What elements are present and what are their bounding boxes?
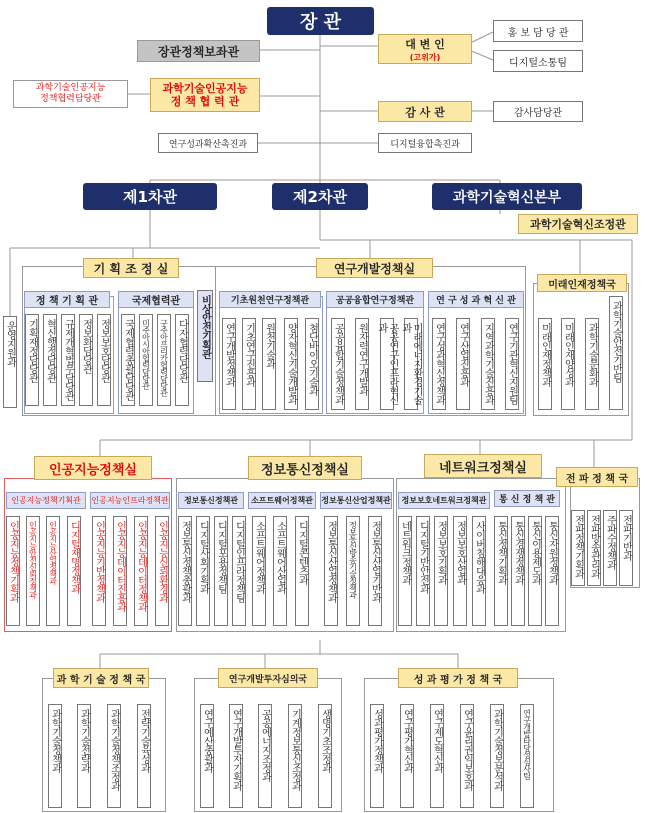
digital-convergence-box[interactable]: 디지털융합촉진과 — [378, 133, 472, 153]
public-tech-unit[interactable]: 공공융합기술정책과 — [331, 318, 345, 410]
radio-planning-unit[interactable]: 전파정책기획과 — [571, 510, 585, 586]
network-security-box[interactable]: 정보보호네트워크정책관 — [398, 492, 490, 509]
regulatory-reform-unit[interactable]: 규제개혁법무담당관 — [61, 314, 75, 406]
sci-policy-box[interactable]: 과 학 기 술 정 책 국 — [53, 668, 149, 688]
pr-officer-box[interactable]: 홍 보 담 당 관 — [493, 20, 583, 42]
future-talent-box[interactable]: 미래인재정책국 — [537, 274, 627, 292]
intl-general-unit[interactable]: 국제협력총괄담당관 — [121, 314, 135, 406]
rnd-policy-unit[interactable]: 연구개발정책과 — [222, 318, 236, 410]
ai-data-policy-unit[interactable]: 인공지능데이터정책과 — [134, 516, 148, 626]
frequency-unit[interactable]: 주파수정책과 — [603, 510, 617, 586]
info-protection-unit[interactable]: 정보보호담당관 — [97, 314, 111, 406]
sci-strategy-unit[interactable]: 과학기술전략과 — [77, 704, 91, 808]
planning-office-box[interactable]: 기 획 조 정 실 — [83, 258, 179, 278]
security-planning-unit[interactable]: 정보보호기획과 — [434, 516, 448, 626]
rnd-office-box[interactable]: 연구개발정책실 — [316, 258, 433, 278]
multilateral-unit[interactable]: 다자협력담당관 — [175, 314, 189, 406]
ai-office-box[interactable]: 인공지능정책실 — [34, 456, 152, 480]
digital-inclusion-unit[interactable]: 디지털포용정책팀 — [214, 516, 228, 626]
innovation-hq-box[interactable]: 과학기술혁신본부 — [432, 183, 582, 210]
ai-trust-unit[interactable]: 인공지능신뢰환경과 — [155, 516, 169, 626]
spokesperson-subtitle: (고위가) — [409, 52, 441, 62]
ai-safety-unit[interactable]: 인공지능안전신뢰정책과 — [26, 516, 40, 626]
research-industry-unit[interactable]: 연구산업진흥과 — [456, 318, 470, 410]
ops-support-unit[interactable]: 운영지원과 — [3, 316, 17, 408]
eval-policy-unit[interactable]: 성과평가정책과 — [370, 704, 384, 808]
comm-resource-unit[interactable]: 통신자원정책과 — [545, 516, 559, 626]
ict-base-unit[interactable]: 정보통신산업기반과 — [368, 516, 382, 626]
sw-industry-unit[interactable]: 소프트웨어산업과 — [273, 516, 287, 626]
audit-officer-box[interactable]: 감사담당관 — [493, 101, 583, 122]
audit-box[interactable]: 감 사 관 — [378, 101, 472, 122]
research-outcome-unit[interactable]: 연구성과혁신정책과 — [432, 318, 446, 410]
regional-science-unit[interactable]: 지역과학기술진흥과 — [481, 318, 495, 410]
public-convergence-box[interactable]: 공공융합연구정책관 — [326, 291, 424, 308]
first-vice-minister-box[interactable]: 제1차관 — [83, 183, 217, 210]
comm-usage-unit[interactable]: 통신이용제도과 — [528, 516, 542, 626]
rnd-invest-box[interactable]: 연구개발투자심의국 — [218, 668, 318, 688]
ai-data-unit[interactable]: 인공지능데이터진흥과 — [113, 516, 127, 626]
talent-policy-unit[interactable]: 미래인재정책과 — [538, 318, 552, 410]
cyber-response-unit[interactable]: 사이버침해대응과 — [472, 516, 486, 626]
research-promotion-box[interactable]: 연구성과확산촉진과 — [158, 133, 258, 153]
radio-policy-box[interactable]: 전 파 정 책 국 — [556, 467, 638, 487]
digital-infra-unit[interactable]: 디지털인프라정책팀 — [232, 516, 246, 626]
minister-box[interactable]: 장 관 — [267, 7, 374, 35]
public-infra-unit[interactable]: 공공연구인프라혁신과 — [380, 318, 394, 410]
ict-general-unit[interactable]: 정보통신정책총괄과 — [178, 516, 192, 626]
comm-policy-box[interactable]: 통 신 정 책 관 — [494, 490, 560, 507]
feasibility-team-unit[interactable]: 연구개발타당성심사팀 — [520, 704, 534, 808]
sci-safety-unit[interactable]: 과학기술안전기반팀 — [609, 296, 623, 410]
nuclear-unit[interactable]: 원자력연구개발과 — [355, 318, 369, 410]
sw-policy-unit[interactable]: 소프트웨어정책과 — [252, 516, 266, 626]
digital-society-unit[interactable]: 디지털사회기획과 — [196, 516, 210, 626]
spokesperson-title: 대 변 인 — [405, 37, 445, 51]
quantum-unit[interactable]: 양자혁신기술개발과 — [284, 318, 298, 410]
ict-industry-box[interactable]: 정보통신산업정책관 — [320, 492, 392, 509]
ai-coop-officer-red[interactable]: 과학기술인공지능 정책협력담당관 — [13, 80, 128, 108]
research-eval-unit[interactable]: 연구평가혁신과 — [400, 704, 414, 808]
ict-broadcast-unit[interactable]: 정보통신방송기술정책과 — [346, 516, 360, 626]
invest-planning-unit[interactable]: 연구개발투자기획과 — [229, 704, 243, 808]
digital-comm-team-box[interactable]: 디지털소통팀 — [493, 50, 583, 72]
informatization-unit[interactable]: 정보화담당관 — [79, 314, 93, 406]
strategic-tech-unit[interactable]: 전략기술육성과 — [137, 704, 151, 808]
policy-planning-box[interactable]: 정 책 기 획 관 — [24, 291, 110, 308]
sci-policy-unit[interactable]: 과학기술정책과 — [48, 704, 62, 808]
radio-broadcast-unit[interactable]: 전파방송관리과 — [587, 510, 601, 586]
digital-content-unit[interactable]: 디지털콘텐츠과 — [295, 516, 309, 626]
europe-africa-unit[interactable]: 구주아프리카협력담당관 — [157, 314, 171, 406]
planning-finance-unit[interactable]: 기획재정담당관 — [25, 314, 39, 406]
research-ethics-unit[interactable]: 연구윤리권익보호과 — [460, 704, 474, 808]
research-system-unit[interactable]: 연구제도혁신과 — [430, 704, 444, 808]
ai-base-unit[interactable]: 인공지능기반정책과 — [92, 516, 106, 626]
network-policy-unit[interactable]: 네트워크정책과 — [398, 516, 412, 626]
digital-unit[interactable]: 디지털재명정책과 — [67, 516, 81, 626]
admin-innovation-unit[interactable]: 혁신행정담당관 — [43, 314, 57, 406]
spokesperson-box[interactable] — [378, 34, 472, 64]
ai-coop-director-box[interactable]: 과학기술인공지능 정 책 협 력 관 — [150, 78, 260, 112]
sci-culture-unit[interactable]: 과학기술문화과 — [585, 318, 599, 410]
network-office-box[interactable]: 네트워크정책실 — [424, 454, 542, 478]
basic-research-unit[interactable]: 기초연구진흥과 — [242, 318, 256, 410]
comm-planning-unit[interactable]: 통신정책기획과 — [494, 516, 508, 626]
basic-research-box[interactable]: 기초원천연구정책관 — [219, 291, 321, 308]
evaluation-box[interactable]: 성 과 평 가 정 책 국 — [398, 668, 518, 688]
ai-industry-unit[interactable]: 인공지능산업정책과 — [46, 516, 60, 626]
machine-ict-unit[interactable]: 기계정보통신조정과 — [288, 704, 302, 808]
ict-industry-unit[interactable]: 정보통신산업정책과 — [324, 516, 338, 626]
ai-infra-box[interactable]: 인공지능인프라정책관 — [90, 492, 170, 509]
talent-training-unit[interactable]: 미래인재양성과 — [561, 318, 575, 410]
source-tech-unit[interactable]: 원천기술과 — [262, 318, 276, 410]
second-vice-minister-box[interactable]: 제2차관 — [272, 183, 368, 210]
biotech-unit[interactable]: 첨단바이오기술과 — [305, 318, 319, 410]
policy-adviser-box[interactable]: 장관정책보좌관 — [137, 40, 260, 62]
intl-coop-box[interactable]: 국제협력관 — [118, 291, 194, 308]
digital-safety-unit[interactable]: 디지털기반안전과 — [416, 516, 430, 626]
radio-base-unit[interactable]: 전파기반과 — [619, 510, 633, 586]
americas-asia-unit[interactable]: 미주아시아협력담당관 — [139, 314, 153, 406]
comm-competition-unit[interactable]: 통신경쟁정책과 — [511, 516, 525, 626]
sci-info-unit[interactable]: 과학기술정보분석과 — [490, 704, 504, 808]
ict-office-box[interactable]: 정보통신정책실 — [248, 456, 362, 480]
budget-general-unit[interactable]: 연구예산총괄과 — [200, 704, 214, 808]
sw-policy-box[interactable]: 소프트웨어정책관 — [248, 492, 316, 509]
research-innovation-box[interactable]: 연 구 성 과 혁 신 관 — [428, 291, 524, 308]
ai-planning-box[interactable]: 인공지능정책기획관 — [6, 492, 86, 509]
public-energy-unit[interactable]: 공공에너지조정과 — [258, 704, 272, 808]
security-industry-unit[interactable]: 정보보호산업과 — [453, 516, 467, 626]
life-basic-unit[interactable]: 생명기초조정과 — [318, 704, 332, 808]
ai-policy-planning-unit[interactable]: 인공지능정책기획과 — [6, 516, 20, 626]
ict-policy-box[interactable]: 정보통신정책관 — [178, 492, 244, 509]
sci-coord-unit[interactable]: 과학기술정책조정과 — [107, 704, 121, 808]
future-energy-unit[interactable]: 미래에너지환경기술과 — [404, 318, 418, 410]
research-institute-unit[interactable]: 연구기관혁신지원팀 — [505, 318, 519, 410]
emergency-planning-unit[interactable]: 비상안전기획관 — [197, 290, 213, 382]
innovation-coord-box[interactable]: 과학기술혁신조정관 — [518, 214, 638, 234]
